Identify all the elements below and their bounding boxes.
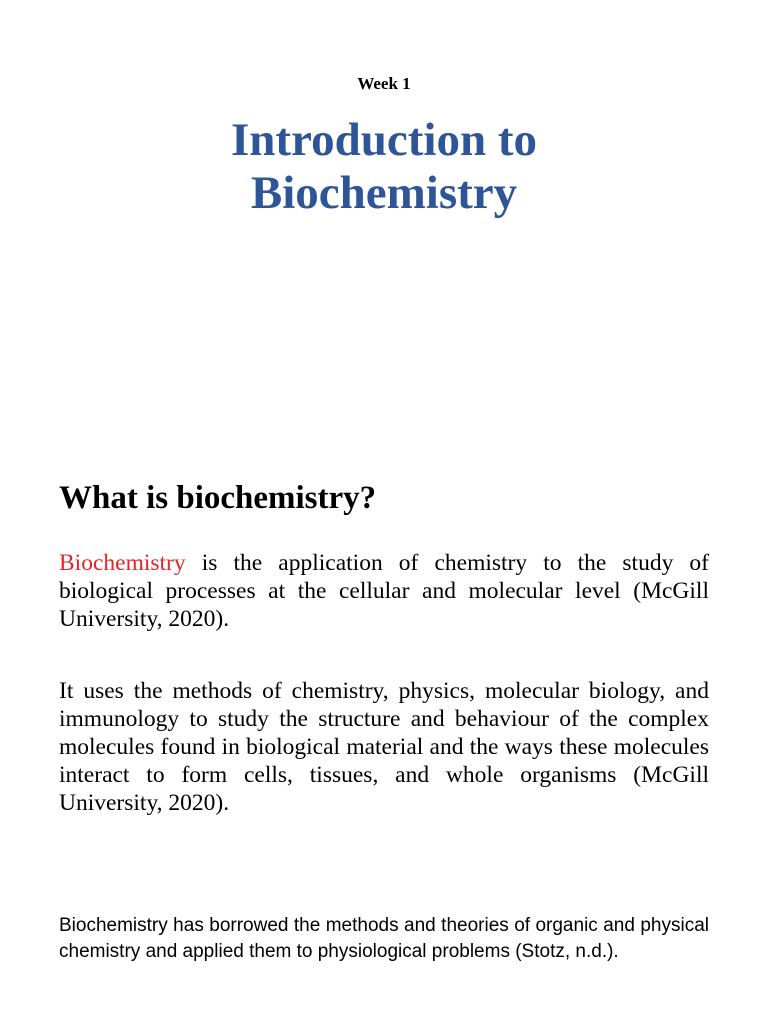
title-line-1: Introduction to (231, 114, 537, 166)
methods-paragraph: It uses the methods of chemistry, physics, molecular biology, and immunology to study the structure and behaviour of the complex molecules found in biological material and the ways these molecules interact to form cells, tissues, and whole organisms (McGill University, 2020). (59, 678, 709, 816)
document-title (0, 114, 768, 220)
history-paragraph: Biochemistry has borrowed the methods and theories of organic and physical chemistry and applied them to physiological problems (Stotz, n.d.). (59, 915, 709, 962)
definition-paragraph (59, 549, 709, 633)
title-line-2: Biochemistry (250, 167, 518, 219)
week-label: Week 1 (357, 74, 411, 93)
highlighted-term: Biochemistry (59, 550, 186, 576)
section-heading: What is biochemistry? (59, 480, 377, 516)
definition-text: is the application of chemistry to the study of biological processes at the cellular and molecular level (McGill University, 2020). (59, 550, 709, 632)
